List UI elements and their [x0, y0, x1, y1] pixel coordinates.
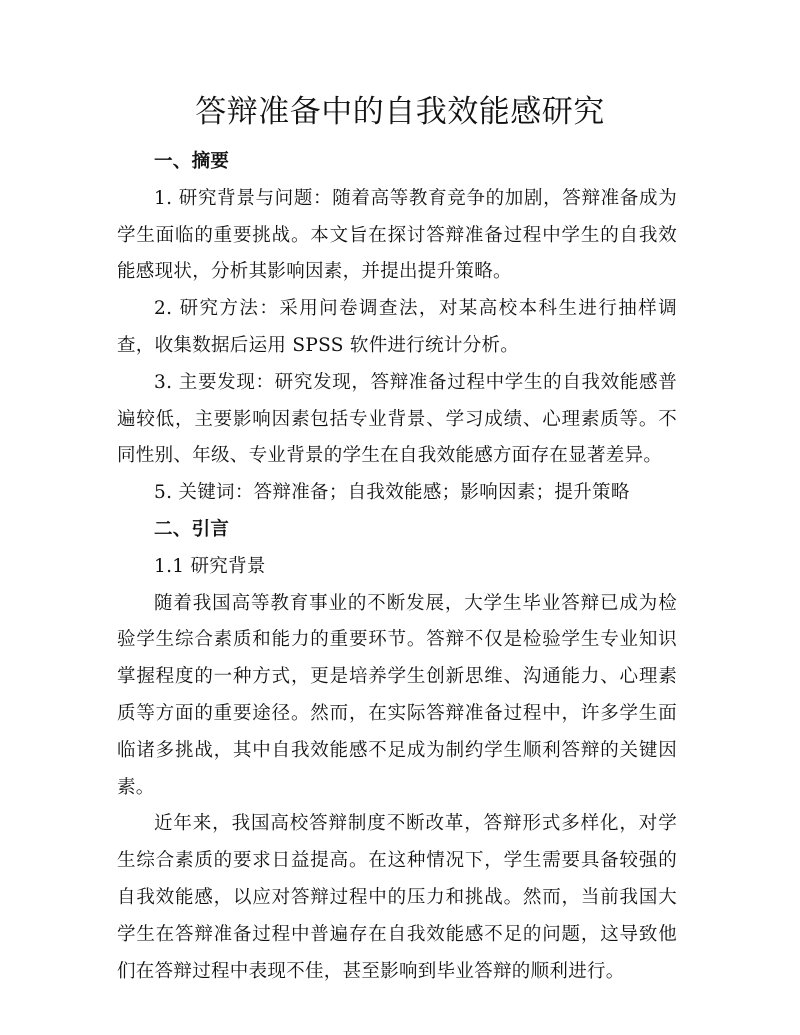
section-heading-introduction: 二、引言 — [154, 518, 230, 540]
introduction-paragraph: 随着我国高等教育事业的不断发展，大学生毕业答辩已成为检验学生综合素质和能力的重要环节。答辩不仅是检验学生专业知识掌握程度的一种方式，更是培养学生创新思维、沟通能力、心理素质等方面的重要途径。然而，在实际答辩准备过程中，许多学生面临诸多挑战，其中自我效能感不足成为制约学生顺利答辩的关键因素。 — [117, 592, 677, 798]
abstract-item-findings: 3. 主要发现：研究发现，答辩准备过程中学生的自我效能感普遍较低，主要影响因素包括专业背景、学习成绩、心理素质等。不同性别、年级、专业背景的学生在自我效能感方面存在显著差异。 — [117, 371, 677, 467]
subsection-heading-background: 1.1 研究背景 — [154, 555, 266, 577]
document-body — [117, 144, 677, 990]
abstract-item-method: 2. 研究方法：采用问卷调查法，对某高校本科生进行抽样调查，收集数据后运用 SPSS 软件进行统计分析。 — [117, 298, 677, 356]
introduction-paragraph: 近年来，我国高校答辩制度不断改革，答辩形式多样化，对学生综合素质的要求日益提高。在这种情况下，学生需要具备较强的自我效能感，以应对答辩过程中的压力和挑战。然而，当前我国大学生在答辩准备过程中普遍存在自我效能感不足的问题，这导致他们在答辩过程中表现不佳，甚至影响到毕业答辩的顺利进行。 — [117, 813, 677, 982]
document-title: 答辩准备中的自我效能感研究 — [195, 94, 605, 130]
abstract-item-keywords: 5. 关键词：答辩准备；自我效能感；影响因素；提升策略 — [154, 482, 630, 504]
section-heading-abstract: 一、摘要 — [154, 151, 230, 172]
abstract-item-background: 1. 研究背景与问题：随着高等教育竞争的加剧，答辩准备成为学生面临的重要挑战。本文旨在探讨答辩准备过程中学生的自我效能感现状，分析其影响因素，并提出提升策略。 — [117, 187, 677, 283]
